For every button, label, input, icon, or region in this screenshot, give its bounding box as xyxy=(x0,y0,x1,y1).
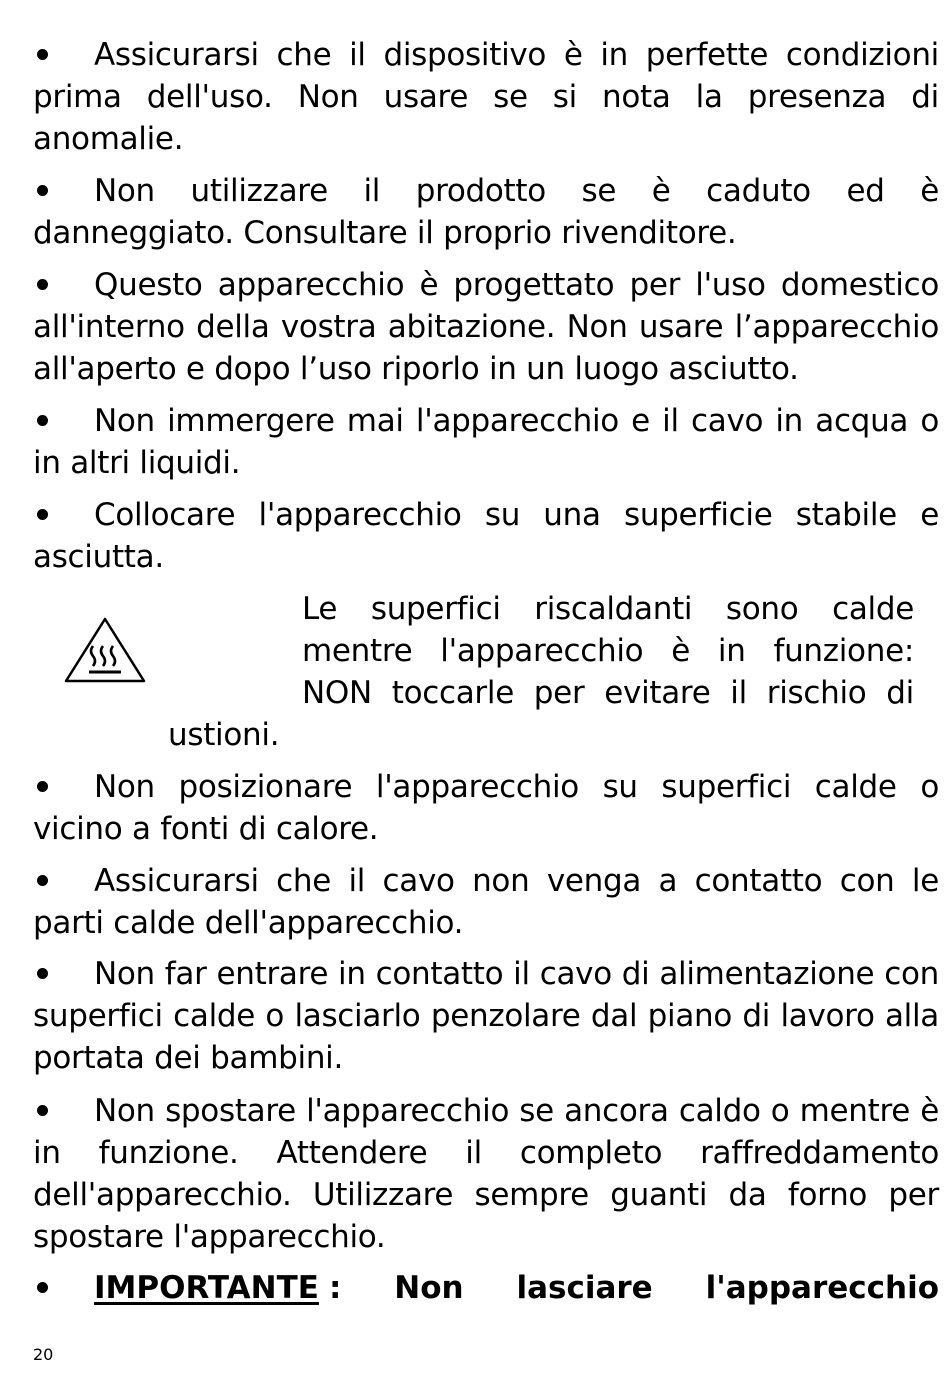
safety-item xyxy=(33,953,939,1079)
hot-surface-warning-icon xyxy=(63,616,147,684)
bullet xyxy=(33,264,94,306)
important-word: l'apparecchio xyxy=(705,1270,940,1306)
important-word: Non xyxy=(394,1270,464,1306)
bullet xyxy=(33,1090,94,1132)
warning-line: NON toccarle per evitare il rischio di xyxy=(302,675,914,711)
important-label: IMPORTANTE xyxy=(94,1270,319,1306)
important-colon: : xyxy=(328,1270,342,1306)
safety-item-text: Collocare l'apparecchio su una superficie stabile e asciutta. xyxy=(33,497,939,575)
safety-item-text: Non utilizzare il prodotto se è caduto ed è danneggiato. Consultare il proprio rivenditore. xyxy=(33,173,939,251)
bullet xyxy=(33,860,94,902)
safety-item-text: Non far entrare in contatto il cavo di alimentazione con superfici calde o lasciarlo penzolare dal piano di lavoro alla portata dei bambini. xyxy=(33,956,939,1076)
bullet xyxy=(33,34,94,76)
safety-item xyxy=(33,264,939,390)
hot-surface-warning-text xyxy=(302,588,914,714)
bullet xyxy=(33,494,94,536)
bullet xyxy=(33,766,94,808)
safety-item-text: Non posizionare l'apparecchio su superfici calde o vicino a fonti di calore. xyxy=(33,769,939,847)
important-word: lasciare xyxy=(516,1270,653,1306)
warning-line: Le superfici riscaldanti sono calde xyxy=(302,591,914,627)
safety-item xyxy=(33,766,939,850)
bullet xyxy=(33,1267,94,1309)
page-number: 20 xyxy=(33,1345,54,1364)
safety-item xyxy=(33,34,939,160)
warning-line: mentre l'apparecchio è in funzione: xyxy=(302,633,914,669)
safety-item-text: Assicurarsi che il dispositivo è in perfette condizioni prima dell'uso. Non usare se si nota la presenza di anomalie. xyxy=(33,37,939,157)
warning-tail: ustioni. xyxy=(168,717,280,753)
bullet xyxy=(33,170,94,212)
safety-item xyxy=(33,170,939,254)
safety-item-text: Questo apparecchio è progettato per l'uso domestico all'interno della vostra abitazione. Non usare l’apparecchio all'aperto e dopo l’uso riporlo in un luogo asciutto. xyxy=(33,267,939,387)
safety-item-text: Non immergere mai l'apparecchio e il cavo in acqua o in altri liquidi. xyxy=(33,403,939,481)
safety-item xyxy=(33,400,939,484)
safety-item-text: Non spostare l'apparecchio se ancora caldo o mentre è in funzione. Attendere il completo raffreddamento dell'apparecchio. Utilizzare sempre guanti da forno per spostare l'apparecchio. xyxy=(33,1093,939,1255)
safety-item-text: Assicurarsi che il cavo non venga a contatto con le parti calde dell'apparecchio. xyxy=(33,863,939,941)
important-notice xyxy=(33,1267,939,1309)
safety-item xyxy=(33,860,939,944)
safety-item xyxy=(33,1090,939,1258)
bullet xyxy=(33,953,94,995)
bullet xyxy=(33,400,94,442)
safety-item xyxy=(33,494,939,578)
